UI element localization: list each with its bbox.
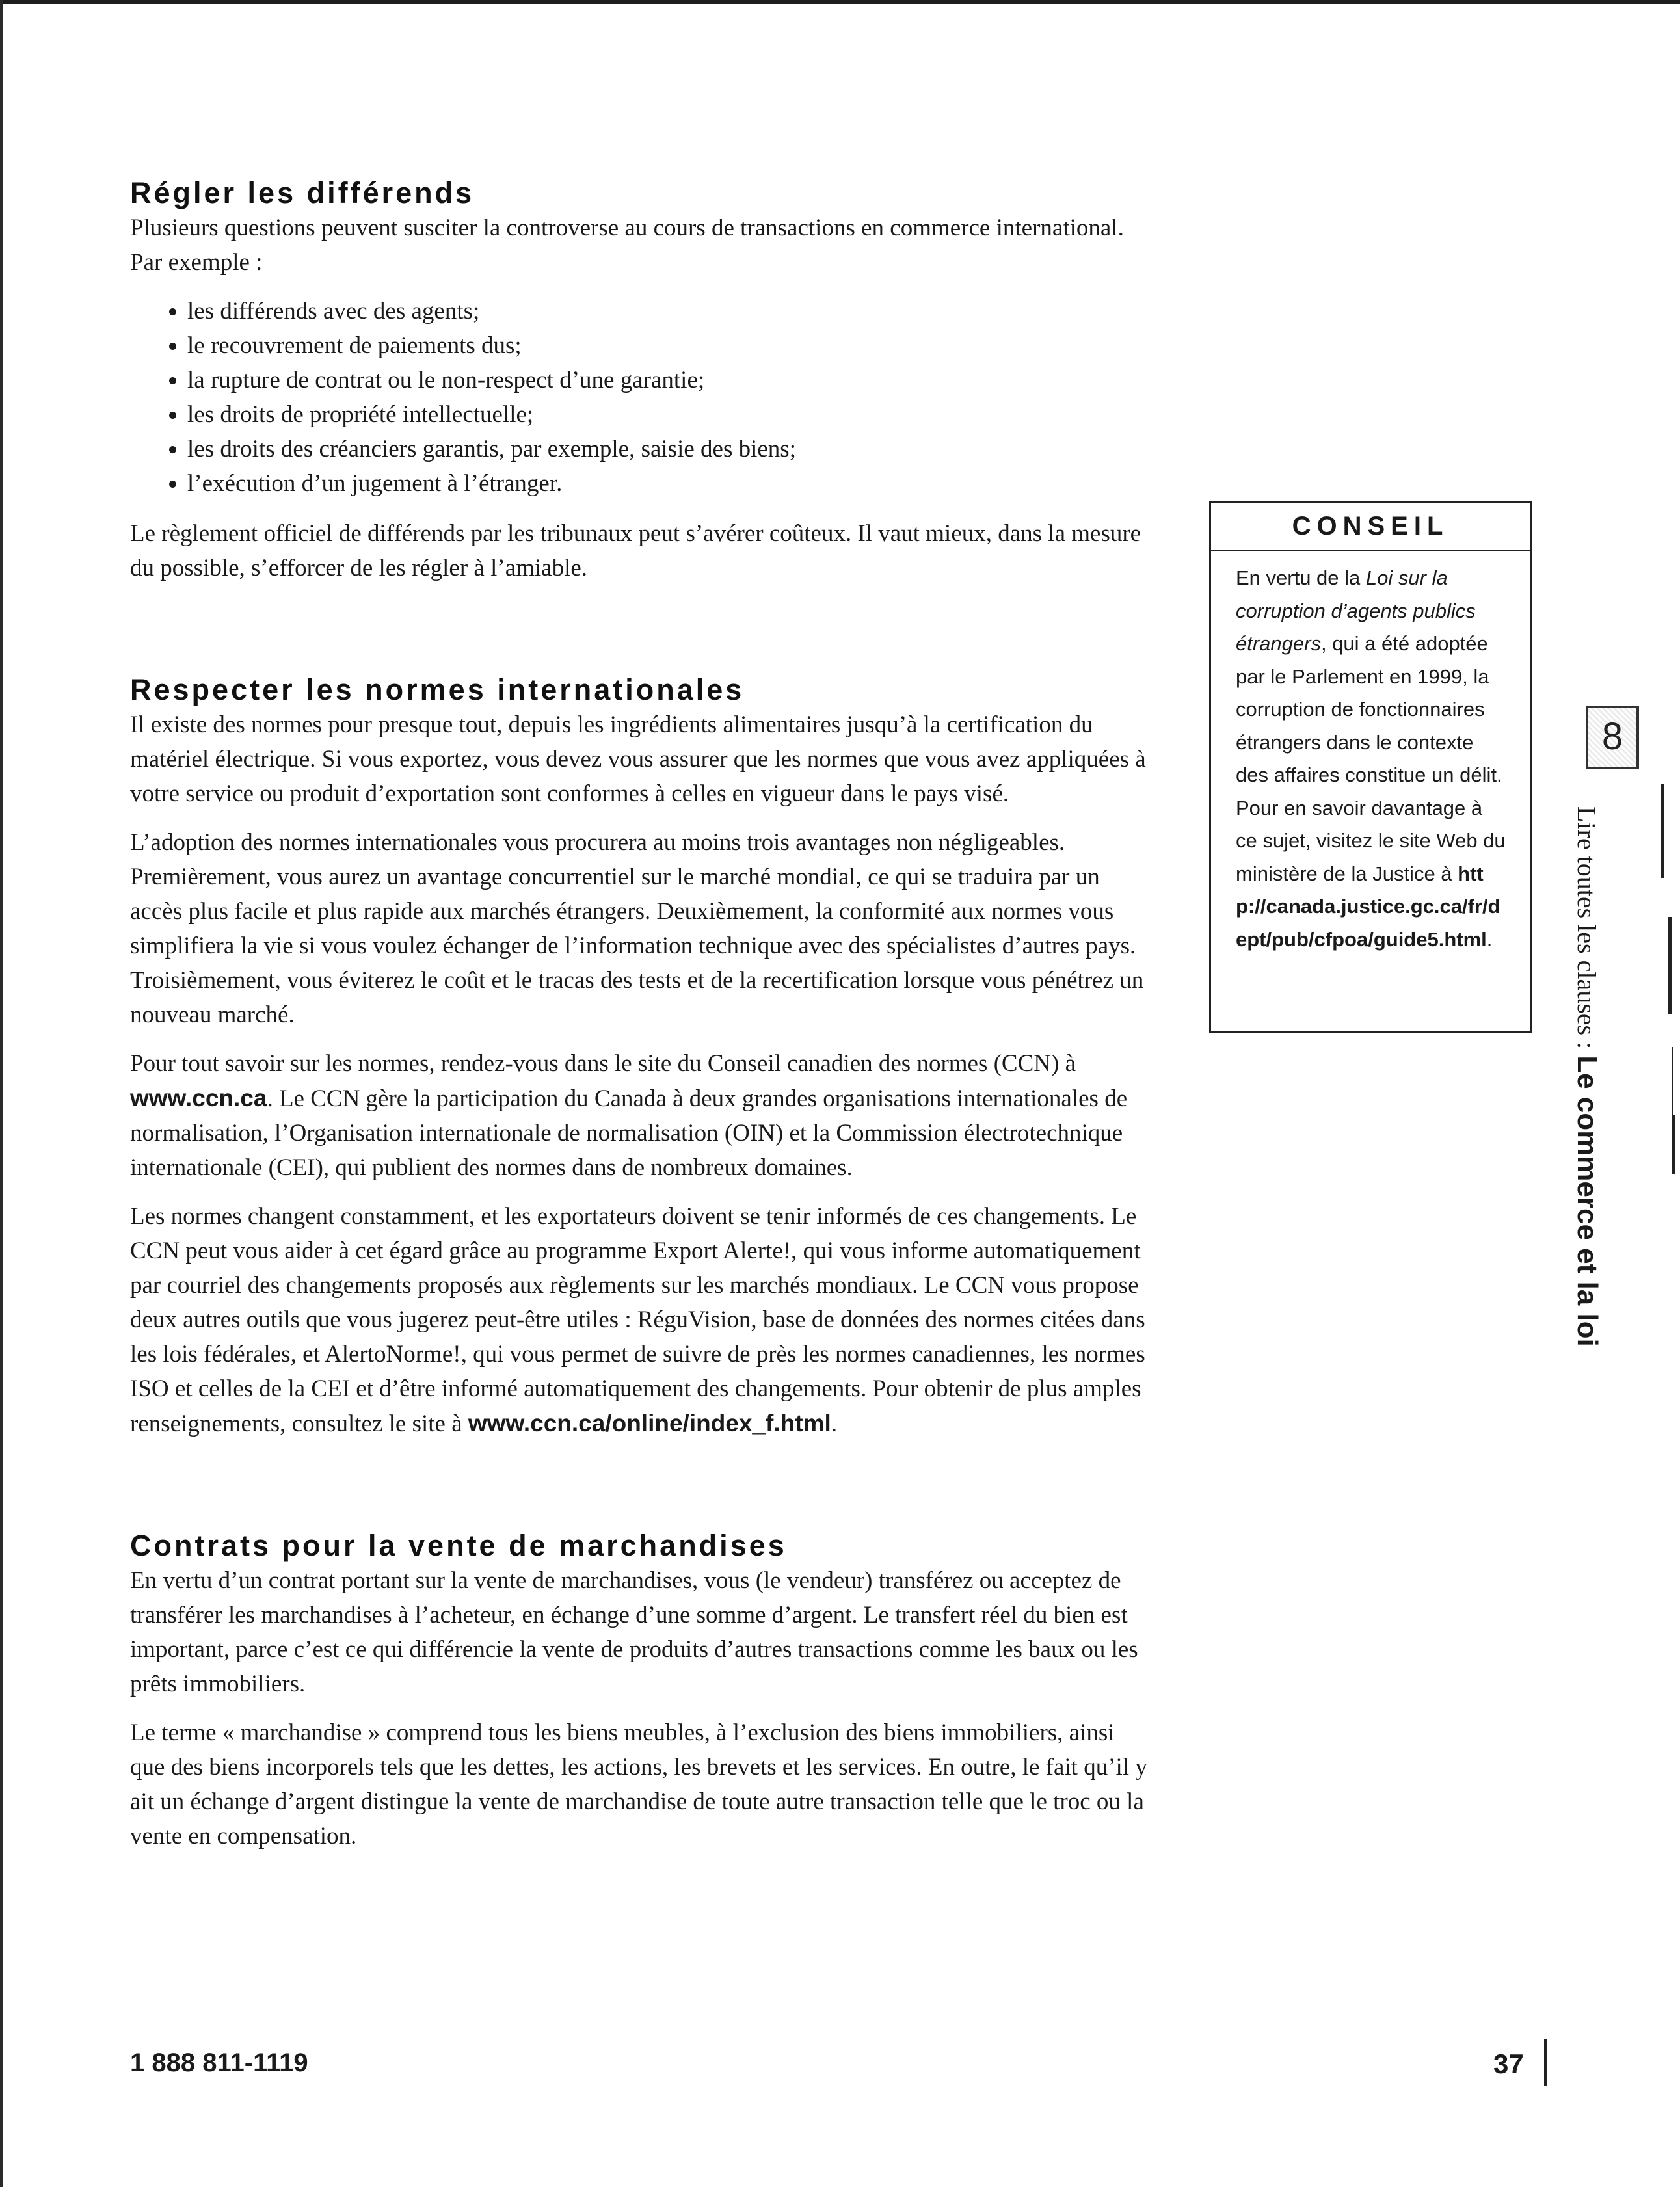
bullet-list	[130, 294, 1151, 501]
paragraph: L’adoption des normes internationales vous procurera au moins trois avantages non négligeables. Premièrement, vous aurez un avantage concurrentiel sur le marché mondial, ce qui se traduira par un accès plus facile et plus rapide aux marchés étrangers. Deuxièmement, la conformité aux normes vous simplifiera la vie si vous voulez échanger de l’information technique avec des spécialistes d’autres pays. Troisièmement, vous éviterez le coût et le tracas des tests et de la recertification lorsque vous pénétrez un nouveau marché.	[130, 829, 1144, 1028]
list-item: • l’exécution d’un jugement à l’étranger.	[187, 466, 1151, 501]
margin-mark	[1672, 1115, 1675, 1174]
conseil-heading: CONSEIL	[1211, 503, 1530, 551]
section-heading: Régler les différends	[130, 176, 475, 209]
conseil-text: En vertu de la Loi sur la corruption d’agents publics étrangers, qui a été adoptée par le Parlement en 1999, la corruption de fonctionnaires étrangers dans le contexte des affaires constitue un délit. Pour en savoir davantage à ce sujet, visitez le site Web du ministère de la Justice à http://canada.justice.gc.ca/fr/dept/pub/cfpoa/guide5.html.	[1236, 566, 1506, 951]
list-item: • la rupture de contrat ou le non-respect d’une garantie;	[187, 363, 1151, 397]
paragraph: Les normes changent constamment, et les exportateurs doivent se tenir informés de ces changements. Le CCN peut vous aider à cet égard grâce au programme Export Alerte!, qui vous informe automatiquement par courriel des changements proposés aux règlements sur les marchés mondiaux. Le CCN vous propose deux autres outils que vous jugerez peut-être utiles : RéguVision, base de données des normes citées dans les lois fédérales, et AlertoNorme!, qui vous permet de suivre de près les normes canadiennes, les normes ISO et celles de la CEI et d’être informé automatiquement des changements. Pour obtenir de plus amples renseignements, consultez le site à www.ccn.ca/online/index_f.html.	[130, 1203, 1145, 1437]
margin-mark	[1661, 784, 1664, 878]
paragraph: Le terme « marchandise » comprend tous les biens meubles, à l’exclusion des biens immobiliers, ainsi que des biens incorporels tels que les dettes, les actions, les brevets et les services. En outre, le fait qu’il y ait un échange d’argent distingue la vente de marchandise de toute autre transaction telle que le troc ou la vente en compensation.	[130, 1719, 1147, 1849]
chapter-side-title: Lire toutes les clauses : Le commerce et la loi	[1571, 806, 1603, 1347]
paragraph: Il existe des normes pour presque tout, depuis les ingrédients alimentaires jusqu’à la certification du matériel électrique. Si vous exportez, vous devez vous assurer que les normes que vous avez appliquées à votre service ou produit d’exportation sont conformes à celles en vigueur dans le pays visé.	[130, 711, 1146, 807]
conseil-tip-box	[1209, 501, 1532, 1033]
page-number: 37	[1493, 2048, 1524, 2079]
page-top-border	[0, 0, 1680, 4]
footer-phone: 1 888 811-1119	[130, 2048, 308, 2077]
page-number-bar	[1544, 2039, 1547, 2086]
section-sales-contracts	[130, 1528, 1151, 1853]
ccn-link[interactable]: www.ccn.ca	[130, 1085, 267, 1111]
paragraph: Le règlement officiel de différends par les tribunaux peut s’avérer coûteux. Il vaut mieux, dans la mesure du possible, s’efforcer de les régler à l’amiable.	[130, 520, 1141, 581]
section-standards	[130, 672, 1151, 1441]
chapter-number-badge: 8	[1586, 706, 1639, 769]
list-item: • les différends avec des agents;	[187, 294, 1151, 328]
margin-mark	[1672, 1047, 1673, 1125]
paragraph: Plusieurs questions peuvent susciter la controverse au cours de transactions en commerce international. Par exemple :	[130, 215, 1124, 276]
section-heading: Contrats pour la vente de marchandises	[130, 1529, 787, 1562]
section-heading: Respecter les normes internationales	[130, 673, 745, 706]
justice-link[interactable]: http://canada.justice.gc.ca/fr/dept/pub/cfpoa/guide5.html	[1236, 862, 1500, 951]
paragraph: Pour tout savoir sur les normes, rendez-vous dans le site du Conseil canadien des normes (CCN) à www.ccn.ca. Le CCN gère la participation du Canada à deux grandes organisations internationales de normalisation, l’Organisation internationale de normalisation (OIN) et la Commission électrotechnique internationale (CEI), qui publient des normes dans de nombreux domaines.	[130, 1050, 1128, 1181]
main-content	[130, 176, 1151, 1868]
list-item: • les droits des créanciers garantis, par exemple, saisie des biens;	[187, 432, 1151, 466]
ccn-online-link[interactable]: www.ccn.ca/online/index_f.html	[468, 1410, 831, 1437]
list-item: • le recouvrement de paiements dus;	[187, 328, 1151, 363]
list-item: • les droits de propriété intellectuelle;	[187, 397, 1151, 432]
law-title: Loi sur la corruption d’agents publics étrangers	[1236, 566, 1476, 655]
paragraph: En vertu d’un contrat portant sur la vente de marchandises, vous (le vendeur) transférez ou acceptez de transférer les marchandises à l’acheteur, en échange d’une somme d’argent. Le transfert réel du bien est important, parce c’est ce qui différencie la vente de produits d’autres transactions comme les baux ou les prêts immobiliers.	[130, 1567, 1138, 1697]
section-disputes	[130, 176, 1151, 585]
page-left-border	[0, 0, 3, 2187]
margin-mark	[1668, 917, 1672, 1014]
